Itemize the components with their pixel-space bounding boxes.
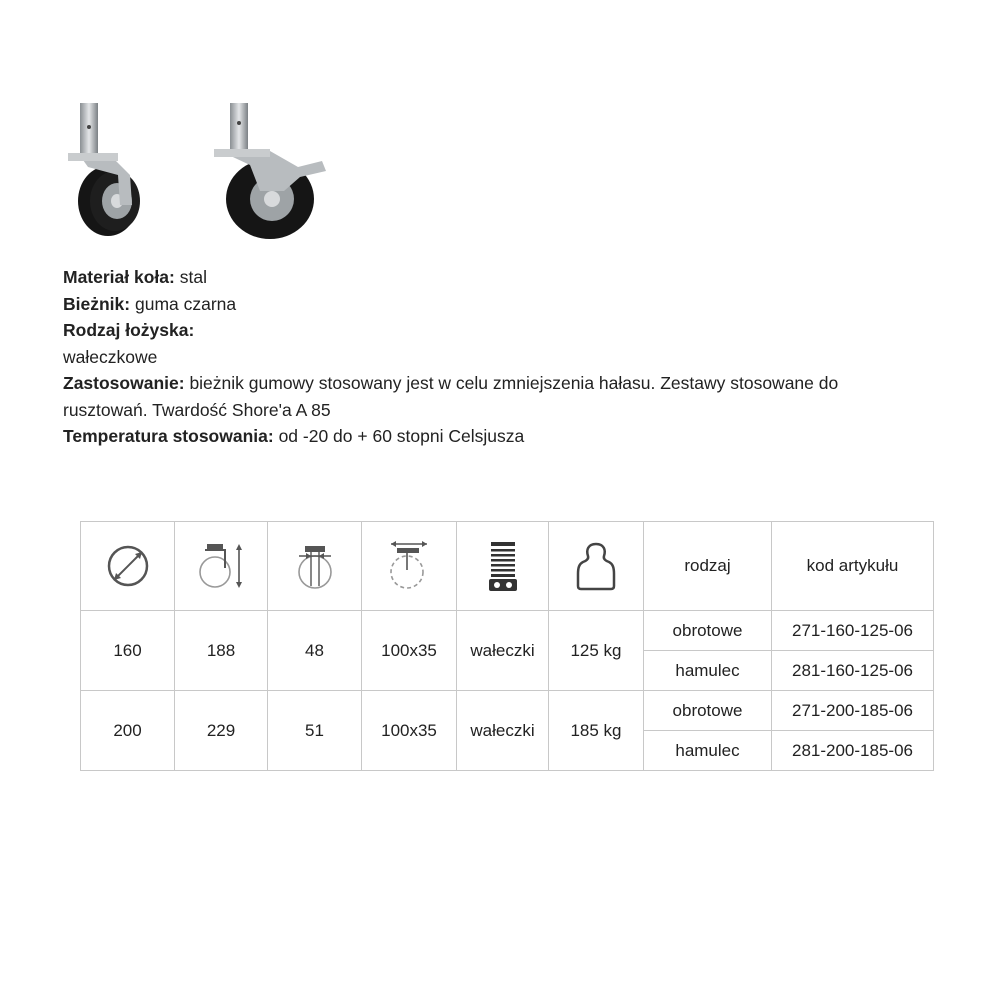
table-row (81, 611, 934, 651)
table-header-row (81, 522, 934, 611)
header-height (175, 522, 268, 611)
cell-code: 271-200-185-06 (772, 691, 934, 731)
spec-temperature: Temperatura stosowania: od -20 do + 60 stopni Celsjusza (63, 426, 525, 446)
total-height-icon (195, 540, 247, 592)
cell-height: 229 (175, 691, 268, 771)
spec-bearing: Rodzaj łożyska: (63, 320, 195, 340)
spec-bearing-value: wałeczkowe (63, 346, 158, 367)
spec-table (80, 521, 934, 771)
cell-load: 125 kg (549, 611, 644, 691)
header-bearing (457, 522, 549, 611)
cell-type: hamulec (644, 651, 772, 691)
bearing-type-icon (483, 540, 523, 592)
header-plate (362, 522, 457, 611)
plate-size-icon (383, 540, 435, 592)
cell-code: 281-160-125-06 (772, 651, 934, 691)
cell-code: 271-160-125-06 (772, 611, 934, 651)
cell-type: obrotowe (644, 611, 772, 651)
spec-list (63, 264, 973, 450)
cell-bearing: wałeczki (457, 691, 549, 771)
product-photos (60, 95, 340, 245)
cell-code: 281-200-185-06 (772, 731, 934, 771)
spec-material: Materiał koła: stal (63, 267, 207, 287)
table-row (81, 691, 934, 731)
cell-plate: 100x35 (362, 691, 457, 771)
cell-type: hamulec (644, 731, 772, 771)
spec-tread: Bieżnik: guma czarna (63, 293, 237, 314)
header-code: kod artykułu (772, 522, 934, 611)
load-capacity-icon (574, 540, 618, 592)
spec-application: Zastosowanie: bieżnik gumowy stosowany jest w celu zmniejszenia hałasu. Zestawy stosowane do (63, 373, 839, 393)
header-diameter (81, 522, 175, 611)
swivel-caster-image (60, 95, 170, 245)
cell-width: 48 (268, 611, 362, 691)
cell-bearing: wałeczki (457, 611, 549, 691)
wheel-width-icon (289, 540, 341, 592)
wheel-diameter-icon (104, 542, 152, 590)
header-type: rodzaj (644, 522, 772, 611)
cell-width: 51 (268, 691, 362, 771)
brake-caster-image (210, 95, 340, 245)
cell-type: obrotowe (644, 691, 772, 731)
spec-application-cont: rusztowań. Twardość Shore'a A 85 (63, 399, 331, 420)
header-load (549, 522, 644, 611)
cell-diameter: 160 (81, 611, 175, 691)
header-width (268, 522, 362, 611)
cell-load: 185 kg (549, 691, 644, 771)
cell-diameter: 200 (81, 691, 175, 771)
cell-plate: 100x35 (362, 611, 457, 691)
cell-height: 188 (175, 611, 268, 691)
